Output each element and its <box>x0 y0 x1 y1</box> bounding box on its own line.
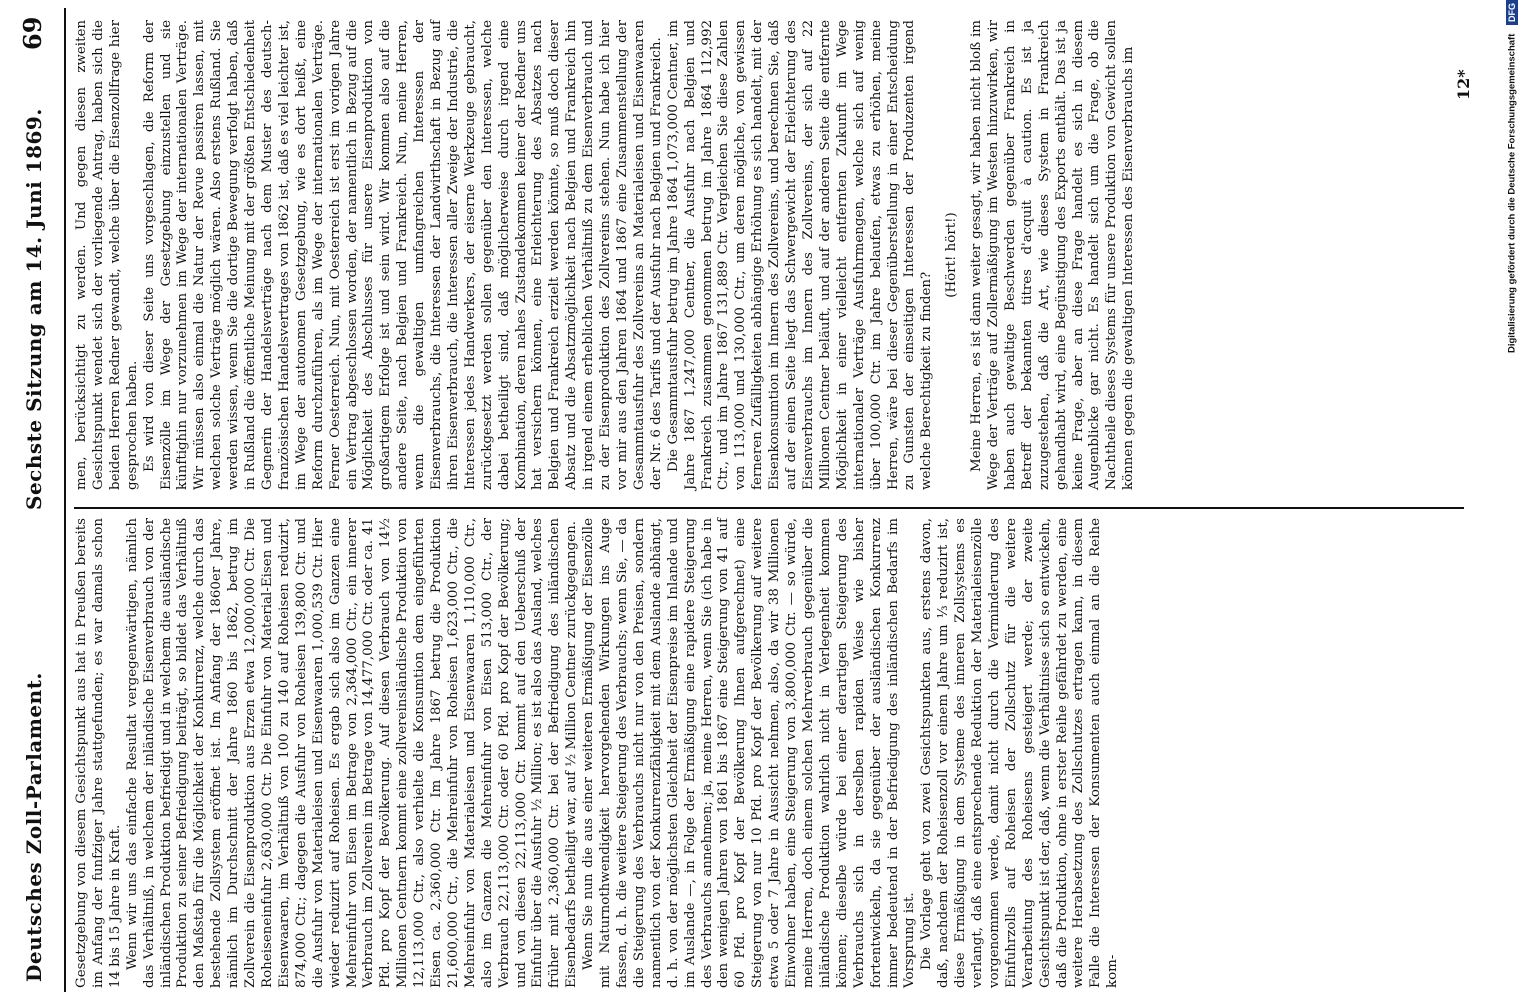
header-rule <box>64 8 66 992</box>
paragraph: Wenn wir uns das einfache Resultat vergegenwärtigen, nämlich das Verhältniß, in welchem der inländische Eisenverbrauch von der inländischen Produktion befriedigt und in welchem die ausländische Produktion zu seiner Befriedigung beiträgt, so bildet das Verhältniß den Maßstab für die Möglichkeit der Konkurrenz, welche durch das bestehende Zollsystem eröffnet ist. Im Anfang der 1860er Jahre, nämlich im Durchschnitt der Jahre 1860 bis 1862, betrug im Zollverein die Eisenproduktion aus Erzen etwa 12,000,000 Ctr. Die Roheiseneinfuhr 2,630,000 Ctr. Die Einfuhr von Material-Eisen und Eisenwaaren, im Verhältniß von 100 zu 140 auf Roheisen reduzirt, 874,000 Ctr.; dagegen die Ausfuhr von Roheisen 139,800 Ctr. und die Ausfuhr von Materialeisen und Eisenwaaren 1,000,539 Ctr. Hier wieder reduzirt auf Roheisen. Es ergab sich also im Ganzen eine Mehreinfuhr von Eisen im Betrage von 2,364,000 Ctr., ein innerer Verbrauch im Zollverein im Betrage von 14,477,000 Ctr. oder ca. 41 Pfd. pro Kopf der Bevölkerung. Auf diesen Verbrauch von 14½ Millionen Centnern kommt eine zollvereinsländische Produktion von 12,113,000 Ctr., also verhielte die Konsumtion dem eingeführten Eisen ca. 2,360,000 Ctr. Im Jahre 1867 betrug die Produktion 21,600,000 Ctr., die Mehreinfuhr von Roheisen 1,623,000 Ctr., die Mehreinfuhr von Materialeisen und Eisenwaaren 1,110,000 Ctr., also im Ganzen die Mehreinfuhr von Eisen 513,000 Ctr., der Verbrauch 22,113,000 Ctr. oder 60 Pfd. pro Kopf der Bevölkerung; und von diesen 22,113,000 Ctr. kommt auf den Ueberschuß der Einfuhr über die Ausfuhr ½ Million; es ist also das Ausland, welches früher mit 2,360,000 Ctr. bei der Befriedigung des inländischen Eisenbedarfs betheiligt war, auf ½ Million Centner zurückgegangen. <box>124 518 580 988</box>
paragraph: Die Gesammtausfuhr betrug im Jahre 1864 1,073,000 Centner, im Jahre 1867 1,247,000 Centner, die Ausfuhr nach Belgien und Frankreich zusammen genommen betrug im Jahre 1864 112,992 Ctr., und im Jahre 1867 131,889 Ctr. Vergleichen Sie diese Zahlen von 113,000 und 130,000 Ctr., um deren mögliche, von gewissen ferneren Zufälligkeiten abhängige Erhöhung es sich handelt, mit der Eisenkonsumtion im Innern des Zollvereins, und berechnen Sie, daß auf der einen Seite liegt das Schwergewicht der Erleichterung des Eisenverbrauchs im Innern des Zollvereins, der sich auf 22 Millionen Centner beläuft, und auf der anderen Seite die entfernte Möglichkeit in einer vielleicht entfernten Zukunft im Wege internationaler Verträge Ausfuhrmengen, welche sich auf wenig über 100,000 Ctr. im Jahre belaufen, etwas zu erhöhen, meine Herren, wäre bei dieser Gegenüberstellung in einer Entscheidung zu Gunsten der einseitigen Interessen der Produzenten irgend welche Berechtigkeit zu finden? <box>665 20 935 490</box>
paragraph: Meine Herren, es ist dann weiter gesagt, wir haben nicht bloß im Wege der Verträge auf Zollermäßigung im Westen hinzuwirken, wir haben auch gewaltige Beschwerden gegenüber Frankreich in Betreff der bekannten titres d'acquit à caution. Es ist ja zuzugestehen, daß die Art, wie dieses System in Frankreich gehandhabt wird, eine Begünstigung des Exports enthält. Das ist ja keine Frage, aber an diese Frage handelt es sich in diesem Augenblicke gar nicht. Es handelt sich um die Frage, ob die Nachtheile dieses Systems für unsere Produktion von Gewicht sollen können gegen die gewaltigen Interessen des Eisenverbrauchs im <box>969 20 1137 490</box>
digitization-text: Digitalisierung gefördert durch die Deutsche Forschungsgemeinschaft <box>1506 33 1518 353</box>
session-title: Sechste Sitzung am 14. Juni 1869. <box>22 108 46 510</box>
interjection: (Hört! hört!) <box>944 212 960 298</box>
page-number: 69 <box>18 16 47 50</box>
column-divider <box>74 507 1464 509</box>
left-column <box>74 518 1122 988</box>
paragraph: men, berücksichtigt zu werden. Und gegen diesen zweiten Gesichtspunkt wendet sich der vorliegende Antrag, haben sich die beiden Herren Redner gewandt, welche über die Eisenzollfrage hier gesprochen haben. <box>74 20 140 490</box>
paragraph: Wenn Sie nun die aus einer weiteren Ermäßigung der Eisenzölle mit Naturnothwendigkeit hervorgehenden Wirkungen ins Auge fassen, d. h. die weitere Steigerung des Verbrauchs; wenn Sie, — da die Steigerung des Verbrauchs nicht nur von den Preisen, sondern namentlich von der Konkurrenzfähigkeit mit dem Auslande abhängt, d. h. von der möglichsten Gleichheit der Eisenpreise im Inlande und im Auslande —, in Folge der Ermäßigung eine rapidere Steigerung des Verbrauchs annehmen; ja, meine Herren, wenn Sie (ich habe in den wenigen Jahren von 1861 bis 1867 eine Steigerung von 41 auf 60 Pfd. pro Kopf der Bevölkerung Ihnen aufgerechnet) eine Steigerung von nur 10 Pfd. pro Kopf der Bevölkerung auf weitere etwa 5 oder 7 Jahre in Aussicht nehmen, also, da wir 38 Millionen Einwohner haben, eine Steigerung von 3,800,000 Ctr. — so würde, meine Herren, doch einem solchen Mehrverbrauch gegenüber die inländische Produktion wahrlich nicht in Verlegenheit kommen können; dieselbe würde bei einer derartigen Steigerung des Verbrauchs sich in derselben rapiden Weise wie bisher fortentwickeln, da sie gegenüber der ausländischen Konkurrenz immer bedeutend in der Befriedigung des inländischen Bedarfs im Vorsprung ist. <box>581 518 918 988</box>
digitization-note <box>1506 0 1524 1000</box>
publication-title: Deutsches Zoll-Parlament. <box>22 672 46 982</box>
running-head <box>0 0 68 1000</box>
paragraph: Es wird von dieser Seite uns vorgeschlagen, die Reform der Eisenzölle im Wege der Gesetzgebung einzustellen und sie künftighin nur vorzunehmen im Wege der internationalen Verträge. Wir müssen also einmal die Natur der Revue passiren lassen, mit welchen solche Verträge möglich wären. Also erstens Rußland. Sie werden wissen, wenn Sie die dortige Bewegung verfolgt haben, daß in Rußland die öffentliche Meinung mit der größten Entschiedenheit Gegnerin der Handelsverträge nach dem Muster des deutsch-französischen Handelsvertrages von 1862 ist, daß es viel leichter ist, im Wege der autonomen Gesetzgebung, wie es dort heißt, eine Reform durchzuführen, als im Wege der internationalen Verträge. Ferner Oesterreich. Nun, mit Oesterreich ist erst im vorigen Jahre ein Vertrag abgeschlossen worden, der namentlich in Bezug auf die Möglichkeit des Abschlusses für unsere Eisenproduktion von großartigem Erfolge ist und sein wird. Wir kommen also auf die andere Seite, nach Belgien und Frankreich. Nun, meine Herren, wenn die gewaltigen umfangreichen Interessen der Eisenverbrauchs, die Interessen der Landwirthschaft in Bezug auf ihren Eisenverbrauch, die Interessen aller Zweige der Industrie, die Interessen jedes Handwerkers, der eiserne Werkzeuge gebraucht, zurückgesetzt werden sollen gegenüber den Interessen, welche dabei betheiligt sind, daß möglicherweise durch irgend eine Kombination, deren nahes Zustandekommen keiner der Redner uns hat versichern können, eine Erleichterung des Absatzes nach Belgien und Frankreich erzielt werden könnte, so muß doch dieser Absatz und die Absatzmöglichkeit nach Belgien und Frankreich hin in irgend einem erheblichen Verhältniß zu dem Eisenverbrauch und zu der Eisenproduktion des Zollvereins stehen. Nun habe ich hier vor mir aus den Jahren 1864 und 1867 eine Zusammenstellung der Gesammtausfuhr des Zollvereins an Materialeisen und Eisenwaaren der Nr. 6 des Tarifs und der Ausfuhr nach Belgien und Frankreich. <box>141 20 664 490</box>
right-column <box>74 20 1138 490</box>
paragraph: Gesetzgebung von diesem Gesichtspunkt aus hat in Preußen bereits im Anfang der funfziger Jahre stattgefunden; es war damals schon 14 bis 15 Jahre in Kraft. <box>74 518 123 988</box>
paragraph: Die Vorlage geht von zwei Gesichtspunkten aus, erstens davon, daß, nachdem der Roheisenzoll vor einem Jahre um ⅓ reduzirt ist, diese Ermäßigung in dem Systeme des inneren Zollsystems es verlangt, daß eine entsprechende Reduktion der Materialeisenzölle vorgenommen werde, damit nicht durch die Verminderung des Einfuhrzolls auf Roheisen der Zollschutz für die weitere Verarbeitung des Roheisens gesteigert werde; der zweite Gesichtspunkt ist der, daß, wenn die Verhältnisse sich so entwickeln, daß die Produktion, ohne in erster Reihe gefährdet zu werden, eine weitere Herabsetzung des Zollschutzes ertragen kann, in diesem Falle die Interessen der Konsumenten auch einmal an die Reihe kom- <box>919 518 1121 988</box>
dfg-logo: DFG <box>1506 0 1518 25</box>
signature-mark: 12* <box>1454 69 1473 100</box>
